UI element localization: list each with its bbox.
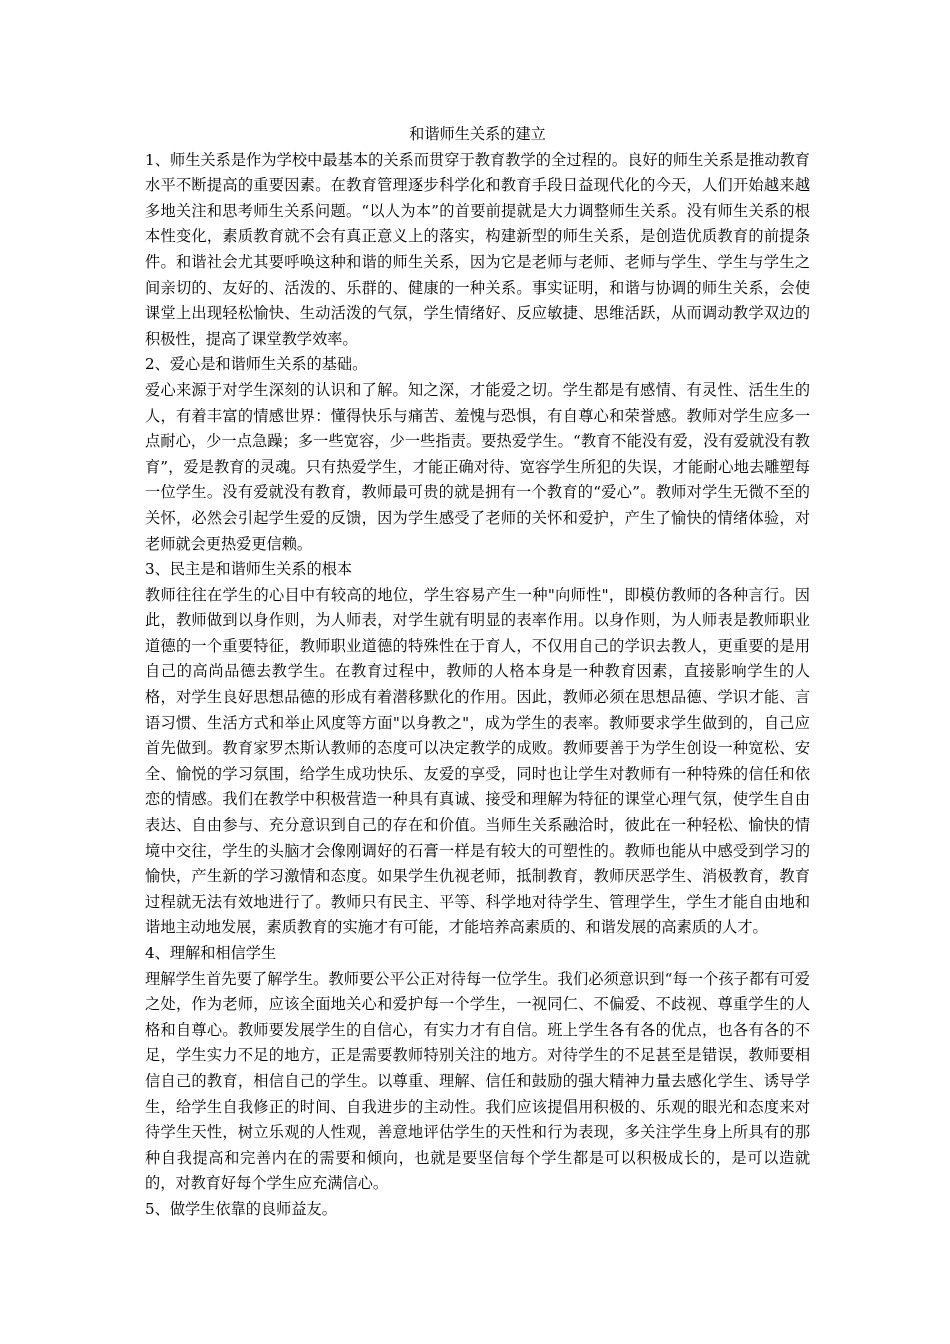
section-5-heading: 5、做学生依靠的良师益友。 — [145, 1199, 337, 1218]
section-2-heading: 2、爱心是和谐师生关系的基础。 — [145, 355, 368, 374]
section-3-heading: 3、民主是和谐师生关系的根本 — [145, 560, 353, 579]
document-page — [145, 122, 810, 1223]
section-4-body: 理解学生首先要了解学生。教师要公平公正对待每一位学生。我们必须意识到“每一个孩子都有可爱之处，作为老师，应该全面地关心和爱护每一个学生，一视同仁、不偏爱、不歧视、尊重学生的人格和自尊心。教师要发展学生的自信心，有实力才有自信。班上学生各有各的优点，也各有各的不足，学生实力不足的地方，正是需要教师特别关注的地方。对待学生的不足甚至是错误，教师要相信自己的教育，相信自己的学生。以尊重、理解、信任和鼓励的强大精神力量去感化学生、诱导学生，给学生自我修正的时间、自我进步的主动性。我们应该提倡用积极的、乐观的眼光和态度来对待学生天性，树立乐观的人性观，善意地评估学生的天性和行为表现，多关注学生身上所具有的那种自我提高和完善内在的需要和倾向，也就是要坚信每个学生都是可以积极成长的，是可以造就的，对教育好每个学生应充满信心。 — [145, 969, 810, 1193]
section-4-heading: 4、理解和相信学生 — [145, 944, 277, 962]
section-2-body: 爱心来源于对学生深刻的认识和了解。知之深，才能爱之切。学生都是有感情、有灵性、活生生的人，有着丰富的情感世界：懂得快乐与痛苦、羞愧与恐惧，有自尊心和荣誉感。教师对学生应多一点耐心，少一点急躁；多一些宽容，少一些指责。要热爱学生。“教育不能没有爱，没有爱就没有教育”，爱是教育的灵魂。只有热爱学生，才能正确对待、宽容学生所犯的失误，才能耐心地去雕塑每一位学生。没有爱就没有教育，教师最可贵的就是拥有一个教育的“爱心”。教师对学生无微不至的关怀，必然会引起学生爱的反馈，因为学生感受了老师的关怀和爱护，产生了愉快的情绪体验，对老师就会更热爱更信赖。 — [145, 380, 810, 553]
document-title: 和谐师生关系的建立 — [409, 125, 546, 143]
section-1-text: 1、师生关系是作为学校中最基本的关系而贯穿于教育教学的全过程的。良好的师生关系是推动教育水平不断提高的重要因素。在教育管理逐步科学化和教育手段日益现代化的今天，人们开始越来越多地关注和思考师生关系问题。“以人为本”的首要前提就是大力调整师生关系。没有师生关系的根本性变化，素质教育就不会有真正意义上的落实，构建新型的师生关系，是创造优质教育的前提条件。和谐社会尤其要呼唤这种和谐的师生关系，因为它是老师与老师、老师与学生、学生与学生之间亲切的、友好的、活泼的、乐群的、健康的一种关系。事实证明，和谐与协调的师生关系，会使课堂上出现轻松愉快、生动活泼的气氛，学生情绪好、反应敏捷、思维活跃，从而调动教学双边的积极性，提高了课堂教学效率。 — [145, 150, 810, 348]
section-3-body: 教师往往在学生的心目中有较高的地位，学生容易产生一种"向师性"，即模仿教师的各种言行。因此，教师做到以身作则，为人师表，对学生就有明显的表率作用。以身作则，为人师表是教师职业道德的一个重要特征，教师职业道德的特殊性在于育人，不仅用自己的学识去教人，更重要的是用自己的高尚品德去教学生。在教育过程中，教师的人格本身是一种教育因素，直接影响学生的人格，对学生良好思想品德的形成有着潜移默化的作用。因此，教师必须在思想品德、学识才能、言语习惯、生活方式和举止风度等方面"以身教之"，成为学生的表率。教师要求学生做到的，自己应首先做到。教育家罗杰斯认教师的态度可以决定教学的成败。教师要善于为学生创设一种宽松、安全、愉悦的学习氛围，给学生成功快乐、友爱的享受，同时也让学生对教师有一种特殊的信任和依恋的情感。我们在教学中积极营造一种具有真诚、接受和理解为特征的课堂心理气氛，使学生自由表达、自由参与、充分意识到自己的存在和价值。当师生关系融洽时，彼此在一种轻松、愉快的情境中交往，学生的头脑才会像刚调好的石膏一样是有较大的可塑性的。教师也能从中感受到学习的愉快，产生新的学习激情和态度。如果学生仇视老师，抵制教育，教师厌恶学生、消极教育，教育过程就无法有效地进行了。教师只有民主、平等、科学地对待学生、管理学生，学生才能自由地和谐地主动地发展，素质教育的实施才有可能，才能培养高素质的、和谐发展的高素质的人才。 — [145, 585, 810, 937]
